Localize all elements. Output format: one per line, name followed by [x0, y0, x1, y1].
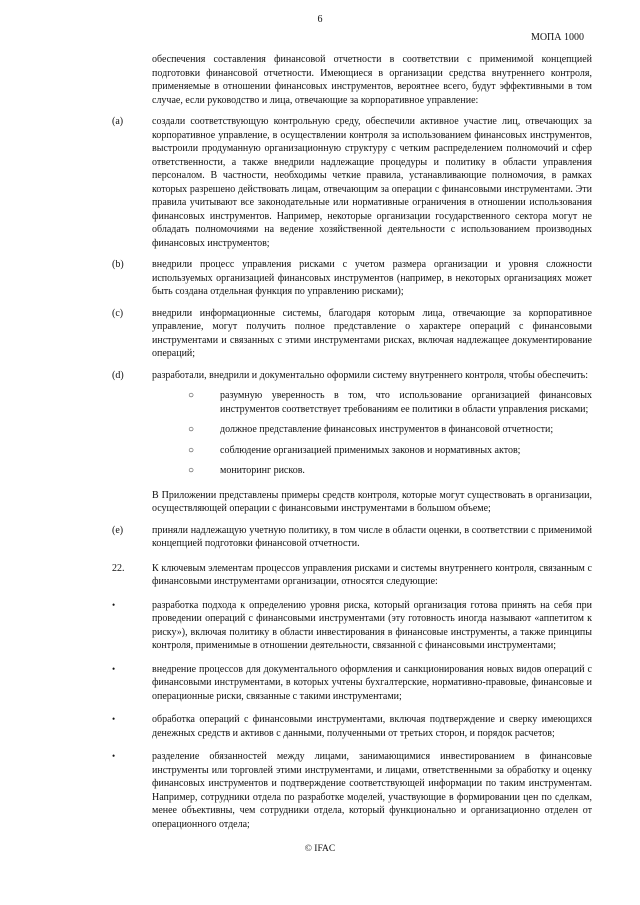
intro-paragraph: обеспечения составления финансовой отчетности в соответствии с применимой концепцией подготовки финансовой отчетности. Имеющиеся в организации средства внутреннего контроля, применяемые в отношении финансовых инструментов, вероятнее всего, будут эффективными в том случае, если руководство и лица, отвечающие за корпоративное управление: [152, 54, 592, 106]
sub-list-item-text: разумную уверенность в том, что использование организацией финансовых инструментов соответствует требованиям ее политики в области управления рисками; [220, 390, 592, 415]
sub-list-item [188, 444, 592, 458]
copyright-footer: © IFAC [304, 844, 336, 854]
paragraph-22 [112, 562, 592, 589]
list-marker: (c) [112, 307, 124, 319]
paragraph-number: 22. [112, 562, 125, 574]
circle-bullet-icon: ○ [188, 465, 195, 476]
bullet-item-text: разделение обязанностей между лицами, занимающимися инвестированием в финансовые инструменты или торговлей этими инструментами, и лицами, ответственными за обработку и оценку финансовых инструментов и подтверждение соответствующей информации по таким инструментам. Например, сотрудники отдела по разработке моделей, участвующие в формировании цен по сделкам, менее объективны, чем сотрудники отдела, который функционально и организационно отделен от операционного отдела; [152, 751, 592, 830]
list-item-text: создали соответствующую контрольную среду, обеспечили активное участие лиц, отвечающих за корпоративное управление, в осуществлении контроля за использованием финансовых инструментов, выстроили продуманную организационную структуру с четким распределением полномочий и сфер ответственности, а также внедрили надлежащие процедуры и политику в области управления персоналом. В частности, необходимы четкие правила, устанавливающие полномочия, в рамках которых разрешено действовать лицам, отвечающим за операции с финансовыми инструментами. Эти правила учитывают все законодательные или нормативные ограничения в отношении использования финансовых инструментов. Например, некоторые организации государственного сектора могут не обладать полномочиями на ведение хозяйственной деятельности с использованием производных финансовых инструментов; [152, 116, 592, 249]
sub-list-item-text: должное представление финансовых инструментов в финансовой отчетности; [220, 424, 554, 435]
circle-bullet-icon: ○ [188, 444, 195, 456]
list-item [112, 115, 592, 250]
document-body [112, 53, 592, 831]
list-marker: (a) [112, 116, 124, 127]
bullet-item-text: обработка операций с финансовыми инструментами, включая подтверждение и сверку имеющихся денежных средств и активов с данными, полученными от третьих сторон, и порядок расчетов; [152, 714, 592, 739]
list-marker: (d) [112, 369, 124, 381]
page-number: 6 [317, 14, 323, 25]
list-item [112, 524, 592, 551]
bullet-icon: • [112, 663, 116, 674]
sub-list [188, 389, 592, 478]
bullet-icon: • [112, 599, 116, 610]
sub-list-item [188, 423, 592, 437]
list-marker: (e) [112, 524, 124, 536]
bullet-item-text: разработка подхода к определению уровня риска, который организация готова принять на себя при проведении операций с финансовыми инструментами (эту готовность иногда называют «аппетитом к риску»), включая политику в области инвестирования в финансовые инструменты, а также принципы контроля, применимые в отношении деятельности, связанной с финансовыми инструментами; [152, 599, 592, 651]
bullet-icon: • [112, 714, 116, 724]
bullet-list [112, 599, 592, 832]
bullet-item [112, 713, 592, 740]
bullet-item [112, 663, 592, 704]
sub-list-item-text: соблюдение организацией применимых законов и нормативных актов; [220, 444, 521, 456]
list-item-text: внедрили информационные системы, благодаря которым лица, отвечающие за корпоративное управление, могут получить полное представление о характере операций с финансовыми инструментами и связанных с этими инструментами рисках, включая надлежащее документирование операций; [152, 307, 592, 359]
bullet-icon: • [112, 751, 116, 761]
bullet-item-text: внедрение процессов для документального оформления и санкционирования новых видов операций с финансовыми инструментами, в которых учтены бухгалтерские, нормативно-правовые, финансовые и операционные риски, связанные с такими инструментами; [152, 663, 592, 702]
list-item [112, 369, 592, 516]
paragraph-text: К ключевым элементам процессов управления рисками и системы внутреннего контроля, связанным с финансовыми инструментами организации, относятся следующие: [152, 562, 592, 587]
appendix-note: В Приложении представлены примеры средств контроля, которые могут существовать в организации, осуществляющей операции с финансовыми инструментами в большом объеме; [152, 489, 592, 514]
document-code: МОПА 1000 [530, 32, 584, 43]
bullet-item [112, 750, 592, 831]
circle-bullet-icon: ○ [188, 424, 195, 435]
bullet-item [112, 599, 592, 653]
list-item-text: внедрили процесс управления рисками с учетом размера организации и уровня сложности используемых организацией финансовых инструментов (например, в некоторых организациях может быть создана отдельная функция по управлению рисками); [152, 259, 592, 297]
list-item-text: разработали, внедрили и документально оформили систему внутреннего контроля, чтобы обеспечить: [152, 369, 589, 381]
sub-list-item-text: мониторинг рисков. [220, 465, 305, 476]
circle-bullet-icon: ○ [188, 390, 195, 401]
list-marker: (b) [112, 259, 124, 270]
list-item-text: приняли надлежащую учетную политику, в том числе в области оценки, в соответствии с применимой концепцией подготовки финансовой отчетности. [152, 524, 592, 549]
list-item [112, 258, 592, 299]
list-item [112, 307, 592, 361]
sub-list-item [188, 464, 592, 478]
sub-list-item [188, 389, 592, 416]
